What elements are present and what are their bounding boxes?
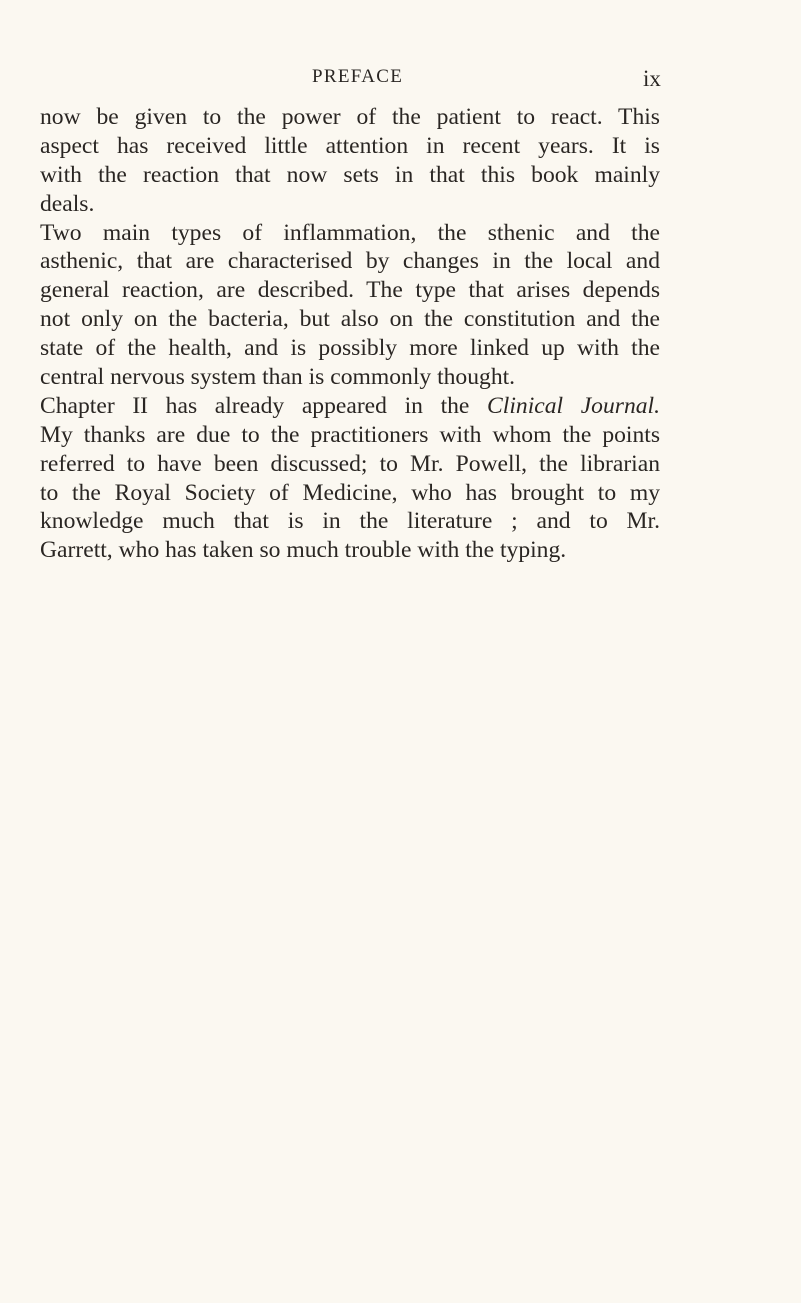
page-number: ix: [643, 66, 661, 91]
text-line: Garrett, who has taken so much trouble with the typing.: [40, 537, 567, 564]
text-line: to the Royal Society of Medicine, who has brought to my: [40, 479, 660, 506]
text-line: with the reaction that now sets in that this book mainly: [40, 161, 660, 188]
text-line: deals.: [40, 190, 95, 217]
text-line: now be given to the power of the patient to react. This: [40, 104, 660, 130]
running-title: PREFACE: [312, 66, 404, 87]
journal-title: Clinical Journal.: [487, 392, 661, 419]
text-line: Two main types of inflammation, the sthenic and the: [40, 219, 660, 246]
text-line: asthenic, that are characterised by changes in the local and: [40, 248, 660, 275]
text-line: aspect has received little attention in recent years. It is: [40, 132, 660, 159]
text-line: knowledge much that is in the literature ; and to Mr.: [40, 508, 660, 535]
running-header: [0, 66, 801, 96]
text-line: not only on the bacteria, but also on the constitution and the: [40, 306, 660, 333]
text-line-with-journal-title: [40, 392, 660, 421]
text-line: referred to have been discussed; to Mr. Powell, the librarian: [40, 450, 660, 477]
text-line: My thanks are due to the practitioners with whom the points: [40, 421, 660, 448]
text-fragment: Chapter II has already appeared in the: [40, 392, 488, 419]
text-line: state of the health, and is possibly more linked up with the: [40, 335, 660, 362]
text-line: central nervous system than is commonly thought.: [40, 364, 516, 391]
text-line: general reaction, are described. The type that arises depends: [40, 277, 660, 304]
preface-body: [40, 103, 660, 565]
